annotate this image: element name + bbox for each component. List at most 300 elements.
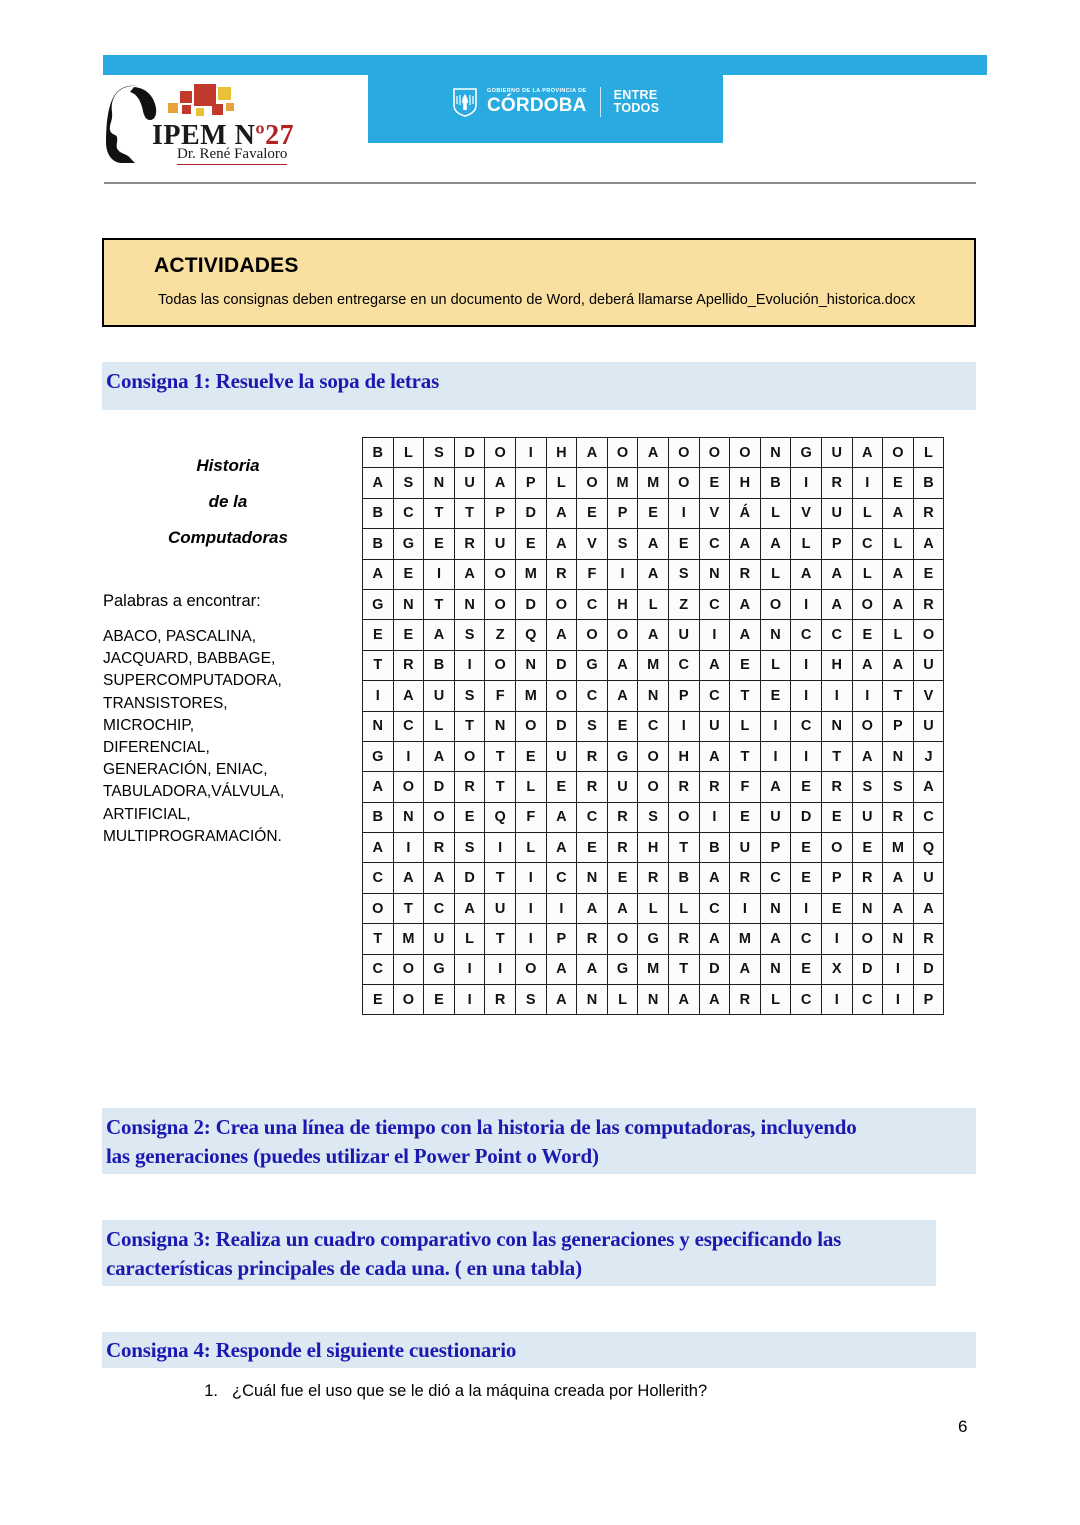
wordsearch-cell[interactable]: E (607, 711, 638, 741)
wordsearch-cell[interactable]: T (883, 681, 914, 711)
wordsearch-cell[interactable]: O (760, 589, 791, 619)
wordsearch-cell[interactable]: P (546, 924, 577, 954)
wordsearch-cell[interactable]: Z (668, 589, 699, 619)
wordsearch-cell[interactable]: V (913, 681, 944, 711)
wordsearch-cell[interactable]: I (821, 924, 852, 954)
wordsearch-cell[interactable]: A (638, 438, 669, 468)
wordsearch-cell[interactable]: Á (730, 498, 761, 528)
wordsearch-cell[interactable]: A (699, 650, 730, 680)
wordsearch-cell[interactable]: A (577, 893, 608, 923)
wordsearch-cell[interactable]: A (730, 620, 761, 650)
wordsearch-cell[interactable]: A (546, 833, 577, 863)
wordsearch-cell[interactable]: E (546, 772, 577, 802)
wordsearch-cell[interactable]: I (515, 893, 546, 923)
wordsearch-cell[interactable]: R (730, 559, 761, 589)
wordsearch-cell[interactable]: A (699, 741, 730, 771)
wordsearch-cell[interactable]: B (363, 498, 394, 528)
wordsearch-cell[interactable]: N (454, 589, 485, 619)
wordsearch-cell[interactable]: L (883, 620, 914, 650)
wordsearch-cell[interactable]: H (607, 589, 638, 619)
wordsearch-cell[interactable]: A (913, 529, 944, 559)
wordsearch-cell[interactable]: I (699, 620, 730, 650)
wordsearch-cell[interactable]: I (485, 833, 516, 863)
wordsearch-cell[interactable]: C (363, 954, 394, 984)
wordsearch-cell[interactable]: R (393, 650, 424, 680)
wordsearch-cell[interactable]: I (515, 924, 546, 954)
wordsearch-cell[interactable]: C (913, 802, 944, 832)
wordsearch-cell[interactable]: I (393, 741, 424, 771)
wordsearch-cell[interactable]: O (668, 468, 699, 498)
wordsearch-cell[interactable]: R (485, 985, 516, 1015)
wordsearch-cell[interactable]: R (913, 498, 944, 528)
wordsearch-cell[interactable]: Z (485, 620, 516, 650)
wordsearch-cell[interactable]: S (454, 620, 485, 650)
wordsearch-cell[interactable]: L (760, 650, 791, 680)
wordsearch-cell[interactable]: O (424, 802, 455, 832)
wordsearch-cell[interactable]: O (485, 650, 516, 680)
wordsearch-cell[interactable]: E (791, 863, 822, 893)
wordsearch-cell[interactable]: A (730, 589, 761, 619)
wordsearch-cell[interactable]: R (821, 468, 852, 498)
wordsearch-cell[interactable]: C (760, 863, 791, 893)
wordsearch-cell[interactable]: N (760, 438, 791, 468)
wordsearch-cell[interactable]: C (393, 498, 424, 528)
wordsearch-cell[interactable]: E (791, 954, 822, 984)
wordsearch-cell[interactable]: A (424, 620, 455, 650)
wordsearch-cell[interactable]: I (454, 954, 485, 984)
wordsearch-cell[interactable]: E (363, 620, 394, 650)
wordsearch-cell[interactable]: B (363, 802, 394, 832)
wordsearch-cell[interactable]: C (699, 681, 730, 711)
wordsearch-cell[interactable]: I (821, 681, 852, 711)
wordsearch-cell[interactable]: T (363, 650, 394, 680)
wordsearch-cell[interactable]: A (363, 833, 394, 863)
wordsearch-cell[interactable]: A (546, 802, 577, 832)
wordsearch-cell[interactable]: R (454, 529, 485, 559)
wordsearch-cell[interactable]: A (363, 468, 394, 498)
wordsearch-cell[interactable]: T (363, 924, 394, 954)
wordsearch-cell[interactable]: L (668, 893, 699, 923)
wordsearch-cell[interactable]: R (730, 985, 761, 1015)
wordsearch-cell[interactable]: P (515, 468, 546, 498)
wordsearch-cell[interactable]: C (852, 985, 883, 1015)
wordsearch-cell[interactable]: G (638, 924, 669, 954)
wordsearch-cell[interactable]: E (424, 529, 455, 559)
wordsearch-cell[interactable]: E (515, 529, 546, 559)
wordsearch-cell[interactable]: C (791, 985, 822, 1015)
wordsearch-cell[interactable]: L (760, 985, 791, 1015)
wordsearch-cell[interactable]: P (607, 498, 638, 528)
wordsearch-cell[interactable]: E (913, 559, 944, 589)
wordsearch-cell[interactable]: A (393, 681, 424, 711)
wordsearch-cell[interactable]: T (485, 741, 516, 771)
wordsearch-cell[interactable]: O (821, 833, 852, 863)
wordsearch-cell[interactable]: A (363, 772, 394, 802)
wordsearch-cell[interactable]: L (852, 559, 883, 589)
wordsearch-cell[interactable]: L (424, 711, 455, 741)
wordsearch-cell[interactable]: G (607, 741, 638, 771)
wordsearch-cell[interactable]: I (454, 985, 485, 1015)
wordsearch-cell[interactable]: F (485, 681, 516, 711)
wordsearch-cell[interactable]: S (607, 529, 638, 559)
wordsearch-cell[interactable]: I (791, 741, 822, 771)
wordsearch-cell[interactable]: U (760, 802, 791, 832)
wordsearch-cell[interactable]: U (424, 924, 455, 954)
wordsearch-cell[interactable]: L (913, 438, 944, 468)
wordsearch-cell[interactable]: D (454, 863, 485, 893)
wordsearch-cell[interactable]: T (454, 711, 485, 741)
wordsearch-cell[interactable]: D (791, 802, 822, 832)
wordsearch-cell[interactable]: I (363, 681, 394, 711)
wordsearch-cell[interactable]: D (546, 711, 577, 741)
wordsearch-cell[interactable]: X (821, 954, 852, 984)
wordsearch-cell[interactable]: M (515, 681, 546, 711)
wordsearch-cell[interactable]: T (668, 833, 699, 863)
wordsearch-cell[interactable]: B (760, 468, 791, 498)
wordsearch-cell[interactable]: U (607, 772, 638, 802)
wordsearch-cell[interactable]: L (852, 498, 883, 528)
wordsearch-cell[interactable]: C (546, 863, 577, 893)
wordsearch-cell[interactable]: O (485, 589, 516, 619)
wordsearch-cell[interactable]: S (424, 438, 455, 468)
wordsearch-cell[interactable]: O (546, 681, 577, 711)
wordsearch-cell[interactable]: E (393, 559, 424, 589)
wordsearch-cell[interactable]: I (454, 650, 485, 680)
wordsearch-cell[interactable]: N (363, 711, 394, 741)
wordsearch-cell[interactable]: A (454, 559, 485, 589)
wordsearch-cell[interactable]: C (699, 529, 730, 559)
wordsearch-cell[interactable]: R (852, 863, 883, 893)
wordsearch-cell[interactable]: S (638, 802, 669, 832)
wordsearch-cell[interactable]: O (363, 893, 394, 923)
wordsearch-cell[interactable]: A (730, 529, 761, 559)
wordsearch-cell[interactable]: C (577, 681, 608, 711)
wordsearch-cell[interactable]: A (607, 681, 638, 711)
wordsearch-cell[interactable]: D (546, 650, 577, 680)
wordsearch-cell[interactable]: E (791, 772, 822, 802)
wordsearch-cell[interactable]: U (913, 711, 944, 741)
wordsearch-cell[interactable]: I (515, 863, 546, 893)
wordsearch-cell[interactable]: A (730, 954, 761, 984)
wordsearch-cell[interactable]: T (821, 741, 852, 771)
wordsearch-cell[interactable]: R (638, 863, 669, 893)
wordsearch-cell[interactable]: V (791, 498, 822, 528)
wordsearch-cell[interactable]: C (363, 863, 394, 893)
wordsearch-cell[interactable]: O (607, 620, 638, 650)
wordsearch-cell[interactable]: B (363, 438, 394, 468)
wordsearch-cell[interactable]: A (883, 650, 914, 680)
wordsearch-cell[interactable]: E (821, 802, 852, 832)
wordsearch-cell[interactable]: H (668, 741, 699, 771)
wordsearch-cell[interactable]: O (852, 711, 883, 741)
wordsearch-cell[interactable]: T (485, 863, 516, 893)
wordsearch-cell[interactable]: N (577, 985, 608, 1015)
wordsearch-cell[interactable]: L (515, 833, 546, 863)
wordsearch-cell[interactable]: S (577, 711, 608, 741)
wordsearch-cell[interactable]: C (424, 893, 455, 923)
wordsearch-cell[interactable]: F (577, 559, 608, 589)
wordsearch-cell[interactable]: O (485, 438, 516, 468)
wordsearch-cell[interactable]: R (577, 772, 608, 802)
wordsearch-cell[interactable]: R (424, 833, 455, 863)
wordsearch-cell[interactable]: U (852, 802, 883, 832)
wordsearch-cell[interactable]: R (607, 802, 638, 832)
wordsearch-cell[interactable]: C (668, 650, 699, 680)
wordsearch-cell[interactable]: H (730, 468, 761, 498)
wordsearch-cell[interactable]: I (424, 559, 455, 589)
wordsearch-cell[interactable]: U (821, 438, 852, 468)
wordsearch-cell[interactable]: C (821, 620, 852, 650)
wordsearch-cell[interactable]: N (638, 985, 669, 1015)
wordsearch-cell[interactable]: O (546, 589, 577, 619)
wordsearch-cell[interactable]: M (638, 650, 669, 680)
wordsearch-cell[interactable]: D (515, 498, 546, 528)
wordsearch-cell[interactable]: P (883, 711, 914, 741)
wordsearch-cell[interactable]: A (577, 954, 608, 984)
wordsearch-cell[interactable]: D (515, 589, 546, 619)
wordsearch-cell[interactable]: T (668, 954, 699, 984)
wordsearch-cell[interactable]: I (791, 589, 822, 619)
wordsearch-cell[interactable]: N (760, 620, 791, 650)
wordsearch-cell[interactable]: E (454, 802, 485, 832)
wordsearch-cell[interactable]: A (577, 438, 608, 468)
wordsearch-cell[interactable]: R (577, 741, 608, 771)
wordsearch-cell[interactable]: I (607, 559, 638, 589)
wordsearch-cell[interactable]: A (546, 620, 577, 650)
wordsearch-cell[interactable]: U (913, 863, 944, 893)
wordsearch-grid[interactable] (362, 437, 944, 1015)
wordsearch-cell[interactable]: A (424, 863, 455, 893)
wordsearch-cell[interactable]: H (546, 438, 577, 468)
wordsearch-cell[interactable]: I (852, 468, 883, 498)
wordsearch-cell[interactable]: E (883, 468, 914, 498)
wordsearch-cell[interactable]: P (821, 529, 852, 559)
wordsearch-cell[interactable]: O (577, 468, 608, 498)
wordsearch-cell[interactable]: A (883, 498, 914, 528)
wordsearch-cell[interactable]: G (363, 589, 394, 619)
wordsearch-cell[interactable]: R (668, 772, 699, 802)
wordsearch-cell[interactable]: L (393, 438, 424, 468)
wordsearch-cell[interactable]: O (607, 924, 638, 954)
wordsearch-cell[interactable]: A (607, 893, 638, 923)
wordsearch-cell[interactable]: R (699, 772, 730, 802)
wordsearch-cell[interactable]: L (607, 985, 638, 1015)
wordsearch-cell[interactable]: C (638, 711, 669, 741)
wordsearch-cell[interactable]: E (577, 498, 608, 528)
wordsearch-cell[interactable]: R (546, 559, 577, 589)
wordsearch-cell[interactable]: A (363, 559, 394, 589)
wordsearch-cell[interactable]: O (485, 559, 516, 589)
wordsearch-cell[interactable]: A (883, 559, 914, 589)
wordsearch-cell[interactable]: E (699, 468, 730, 498)
wordsearch-cell[interactable]: I (760, 711, 791, 741)
wordsearch-cell[interactable]: O (577, 620, 608, 650)
wordsearch-cell[interactable]: N (852, 893, 883, 923)
wordsearch-cell[interactable]: M (638, 954, 669, 984)
wordsearch-cell[interactable]: P (485, 498, 516, 528)
wordsearch-cell[interactable]: M (638, 468, 669, 498)
wordsearch-cell[interactable]: L (760, 559, 791, 589)
wordsearch-cell[interactable]: O (852, 589, 883, 619)
wordsearch-cell[interactable]: C (699, 893, 730, 923)
wordsearch-cell[interactable]: S (515, 985, 546, 1015)
wordsearch-cell[interactable]: D (699, 954, 730, 984)
wordsearch-cell[interactable]: G (363, 741, 394, 771)
wordsearch-cell[interactable]: I (515, 438, 546, 468)
wordsearch-cell[interactable]: O (699, 438, 730, 468)
wordsearch-cell[interactable]: N (821, 711, 852, 741)
wordsearch-cell[interactable]: N (515, 650, 546, 680)
wordsearch-cell[interactable]: E (852, 833, 883, 863)
wordsearch-cell[interactable]: A (821, 559, 852, 589)
wordsearch-cell[interactable]: R (730, 863, 761, 893)
wordsearch-cell[interactable]: A (546, 985, 577, 1015)
wordsearch-cell[interactable]: O (607, 438, 638, 468)
wordsearch-cell[interactable]: A (913, 893, 944, 923)
wordsearch-cell[interactable]: E (363, 985, 394, 1015)
wordsearch-cell[interactable]: I (485, 954, 516, 984)
wordsearch-cell[interactable]: E (607, 863, 638, 893)
wordsearch-cell[interactable]: L (638, 893, 669, 923)
wordsearch-cell[interactable]: I (699, 802, 730, 832)
wordsearch-cell[interactable]: T (393, 893, 424, 923)
wordsearch-cell[interactable]: A (638, 559, 669, 589)
wordsearch-cell[interactable]: N (393, 589, 424, 619)
wordsearch-cell[interactable]: L (454, 924, 485, 954)
wordsearch-cell[interactable]: L (730, 711, 761, 741)
wordsearch-cell[interactable]: E (424, 985, 455, 1015)
wordsearch-cell[interactable]: A (852, 438, 883, 468)
wordsearch-cell[interactable]: N (883, 924, 914, 954)
wordsearch-cell[interactable]: A (424, 741, 455, 771)
wordsearch-cell[interactable]: A (546, 498, 577, 528)
wordsearch-cell[interactable]: R (577, 924, 608, 954)
wordsearch-cell[interactable]: U (668, 620, 699, 650)
wordsearch-cell[interactable]: A (546, 954, 577, 984)
wordsearch-cell[interactable]: A (852, 741, 883, 771)
wordsearch-cell[interactable]: E (852, 620, 883, 650)
wordsearch-cell[interactable]: L (760, 498, 791, 528)
wordsearch-cell[interactable]: A (883, 589, 914, 619)
wordsearch-cell[interactable]: S (883, 772, 914, 802)
wordsearch-cell[interactable]: T (485, 924, 516, 954)
wordsearch-cell[interactable]: E (638, 498, 669, 528)
wordsearch-cell[interactable]: F (730, 772, 761, 802)
wordsearch-cell[interactable]: P (760, 833, 791, 863)
wordsearch-cell[interactable]: G (607, 954, 638, 984)
wordsearch-cell[interactable]: A (668, 985, 699, 1015)
wordsearch-cell[interactable]: A (699, 924, 730, 954)
wordsearch-cell[interactable]: T (485, 772, 516, 802)
wordsearch-cell[interactable]: E (577, 833, 608, 863)
wordsearch-cell[interactable]: C (699, 589, 730, 619)
wordsearch-cell[interactable]: I (760, 741, 791, 771)
wordsearch-cell[interactable]: P (668, 681, 699, 711)
wordsearch-cell[interactable]: E (791, 833, 822, 863)
wordsearch-cell[interactable]: A (607, 650, 638, 680)
wordsearch-cell[interactable]: L (546, 468, 577, 498)
wordsearch-cell[interactable]: H (821, 650, 852, 680)
wordsearch-cell[interactable]: U (730, 833, 761, 863)
wordsearch-cell[interactable]: N (760, 954, 791, 984)
wordsearch-cell[interactable]: M (515, 559, 546, 589)
wordsearch-cell[interactable]: I (883, 954, 914, 984)
wordsearch-cell[interactable]: B (424, 650, 455, 680)
wordsearch-cell[interactable]: U (821, 498, 852, 528)
wordsearch-cell[interactable]: A (699, 985, 730, 1015)
wordsearch-cell[interactable]: A (485, 468, 516, 498)
wordsearch-cell[interactable]: S (668, 559, 699, 589)
wordsearch-cell[interactable]: I (668, 711, 699, 741)
wordsearch-cell[interactable]: L (883, 529, 914, 559)
wordsearch-cell[interactable]: T (730, 681, 761, 711)
wordsearch-cell[interactable]: O (393, 954, 424, 984)
wordsearch-cell[interactable]: D (913, 954, 944, 984)
wordsearch-cell[interactable]: C (791, 924, 822, 954)
wordsearch-cell[interactable]: G (424, 954, 455, 984)
wordsearch-cell[interactable]: L (638, 589, 669, 619)
wordsearch-cell[interactable]: I (668, 498, 699, 528)
wordsearch-cell[interactable]: O (913, 620, 944, 650)
wordsearch-cell[interactable]: I (852, 681, 883, 711)
wordsearch-cell[interactable]: A (791, 559, 822, 589)
wordsearch-cell[interactable]: D (852, 954, 883, 984)
wordsearch-cell[interactable]: M (883, 833, 914, 863)
wordsearch-cell[interactable]: L (791, 529, 822, 559)
wordsearch-cell[interactable]: A (913, 772, 944, 802)
wordsearch-cell[interactable]: R (454, 772, 485, 802)
wordsearch-cell[interactable]: N (485, 711, 516, 741)
wordsearch-cell[interactable]: O (454, 741, 485, 771)
wordsearch-cell[interactable]: D (454, 438, 485, 468)
wordsearch-cell[interactable]: C (791, 620, 822, 650)
wordsearch-cell[interactable]: C (577, 589, 608, 619)
wordsearch-cell[interactable]: A (699, 863, 730, 893)
wordsearch-cell[interactable]: N (424, 468, 455, 498)
wordsearch-cell[interactable]: R (668, 924, 699, 954)
wordsearch-cell[interactable]: N (883, 741, 914, 771)
wordsearch-cell[interactable]: O (883, 438, 914, 468)
wordsearch-cell[interactable]: O (730, 438, 761, 468)
wordsearch-cell[interactable]: C (852, 529, 883, 559)
wordsearch-cell[interactable]: I (791, 650, 822, 680)
wordsearch-cell[interactable]: Q (485, 802, 516, 832)
wordsearch-cell[interactable]: O (393, 985, 424, 1015)
wordsearch-cell[interactable]: A (760, 529, 791, 559)
wordsearch-cell[interactable]: A (393, 863, 424, 893)
wordsearch-cell[interactable]: D (424, 772, 455, 802)
wordsearch-cell[interactable]: E (730, 650, 761, 680)
wordsearch-cell[interactable]: I (791, 893, 822, 923)
wordsearch-cell[interactable]: R (883, 802, 914, 832)
wordsearch-cell[interactable]: S (454, 833, 485, 863)
wordsearch-cell[interactable]: V (577, 529, 608, 559)
wordsearch-cell[interactable]: E (760, 681, 791, 711)
wordsearch-cell[interactable]: A (760, 772, 791, 802)
wordsearch-cell[interactable]: N (577, 863, 608, 893)
wordsearch-cell[interactable]: N (760, 893, 791, 923)
wordsearch-cell[interactable]: A (638, 529, 669, 559)
wordsearch-cell[interactable]: T (424, 498, 455, 528)
wordsearch-cell[interactable]: O (393, 772, 424, 802)
wordsearch-cell[interactable]: Q (515, 620, 546, 650)
wordsearch-cell[interactable]: J (913, 741, 944, 771)
wordsearch-cell[interactable]: O (852, 924, 883, 954)
wordsearch-cell[interactable]: P (913, 985, 944, 1015)
wordsearch-cell[interactable]: T (454, 498, 485, 528)
wordsearch-cell[interactable]: T (730, 741, 761, 771)
wordsearch-cell[interactable]: I (791, 681, 822, 711)
